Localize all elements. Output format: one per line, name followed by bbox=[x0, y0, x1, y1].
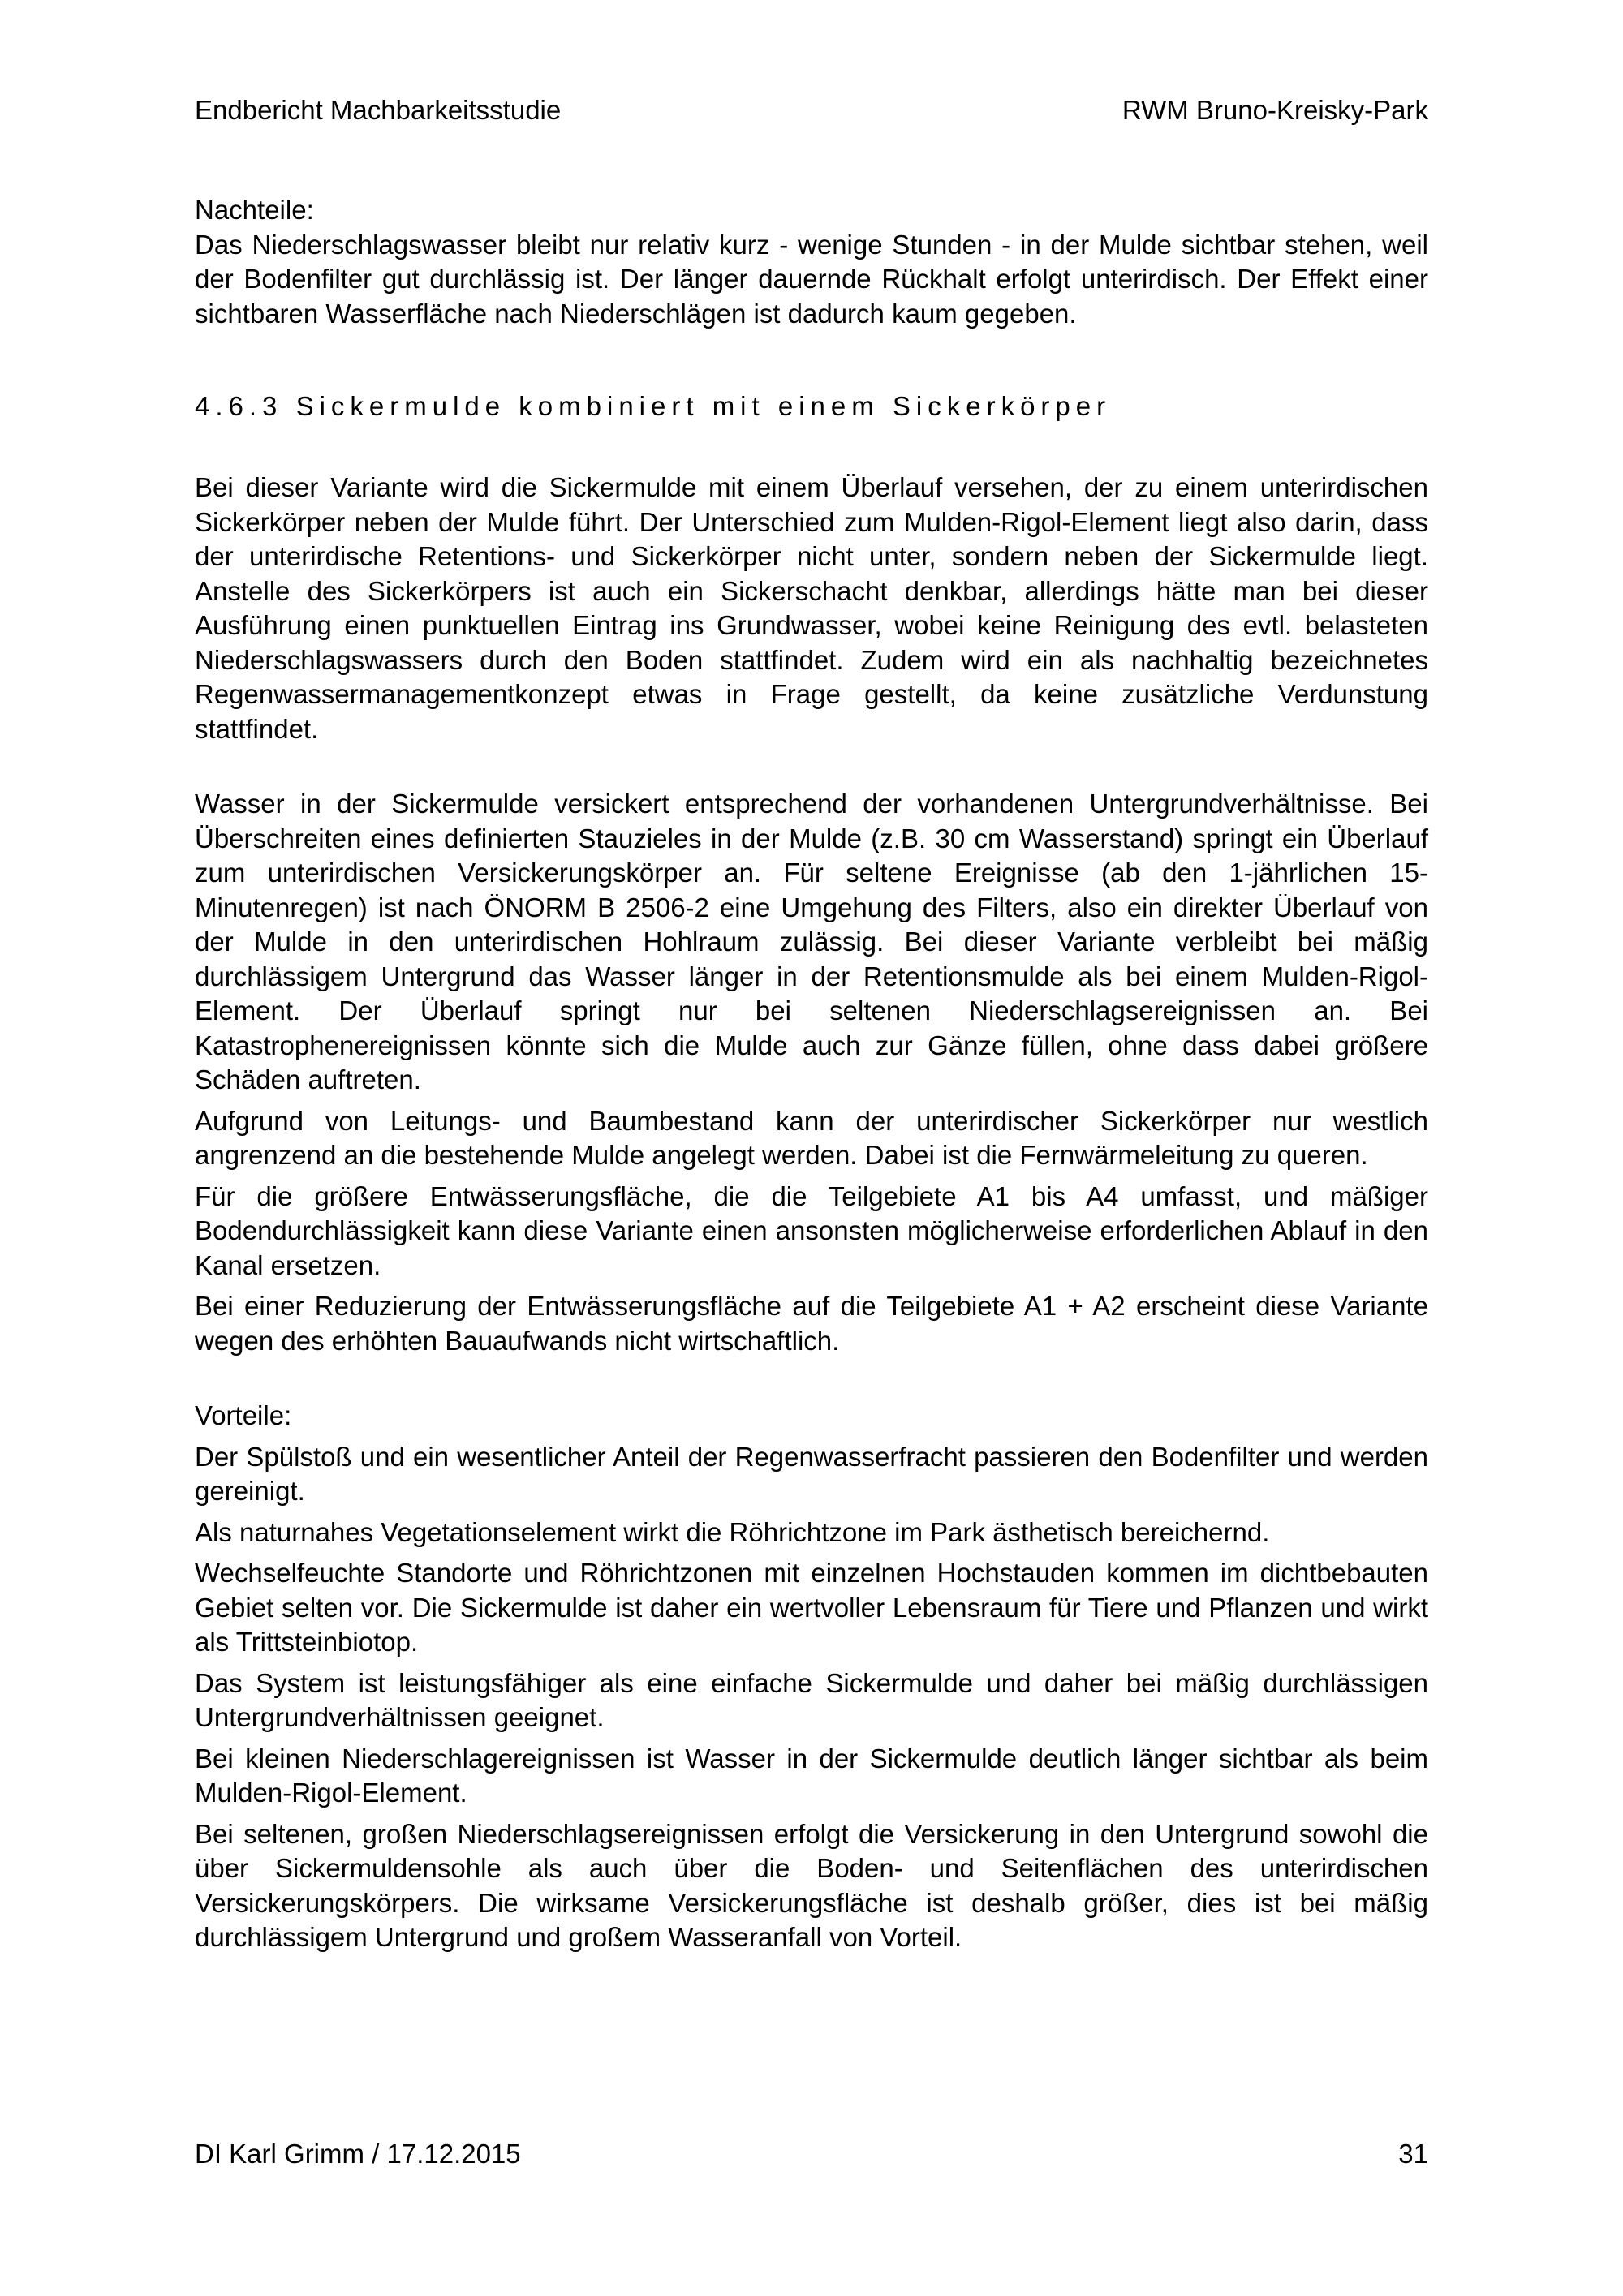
vorteile-item: Der Spülstoß und ein wesentlicher Anteil der Regenwasserfracht passieren den Bodenfilter und werden gereinigt. bbox=[195, 1441, 1428, 1506]
page-content bbox=[195, 193, 1428, 1955]
header-project-name: RWM Bruno-Kreisky-Park bbox=[1121, 95, 1428, 125]
nachteile-label: Nachteile: bbox=[195, 195, 314, 225]
section-heading: 4.6.3 Sickermulde kombiniert mit einem Sickerkörper bbox=[195, 391, 1112, 421]
section-paragraph: Bei einer Reduzierung der Entwässerungsfläche auf die Teilgebiete A1 + A2 erscheint diese Variante wegen des erhöhten Bauaufwands nicht wirtschaftlich. bbox=[195, 1291, 1428, 1356]
page-number: 31 bbox=[1398, 2139, 1428, 2169]
vorteile-item: Bei seltenen, großen Niederschlagsereignissen erfolgt die Versickerung in den Untergrund sowohl die über Sickermuldensohle als auch über die Boden- und Seitenflächen des unterirdischen Versickerungskörpers. Die wirksame Versickerungsfläche ist deshalb größer, dies ist bei mäßig durchlässigem Untergrund und großem Wasseranfall von Vorteil. bbox=[195, 1818, 1428, 1952]
vorteile-item: Das System ist leistungsfähiger als eine einfache Sickermulde und daher bei mäßig durchlässigen Untergrundverhältnissen geeignet. bbox=[195, 1667, 1428, 1732]
section-paragraph: Wasser in der Sickermulde versickert entsprechend der vorhandenen Untergrundverhältnisse. Bei Überschreiten eines definierten Stauzieles in der Mulde (z.B. 30 cm Wasserstand) springt ein Überlauf zum unterirdischen Versickerungskörper an. Für seltene Ereignisse (ab den 1-jährlichen 15-Minutenregen) ist nach ÖNORM B 2506-2 eine Umgehung des Filters, also ein direkter Überlauf von der Mulde in den unterirdischen Hohlraum zulässig. Bei dieser Variante verbleibt bei mäßig durchlässigem Untergrund das Wasser länger in der Retentionsmulde als bei einem Mulden-Rigol-Element. Der Überlauf springt nur bei seltenen Niederschlagsereignissen an. Bei Katastrophenereignissen könnte sich die Mulde auch zur Gänze füllen, ohne dass dabei größere Schäden auftreten. bbox=[195, 789, 1428, 1094]
section-paragraph: Für die größere Entwässerungsfläche, die die Teilgebiete A1 bis A4 umfasst, und mäßiger Bodendurchlässigkeit kann diese Variante einen ansonsten möglicherweise erforderlichen Ablauf in den Kanal ersetzen. bbox=[195, 1180, 1428, 1280]
vorteile-item: Bei kleinen Niederschlagereignissen ist Wasser in der Sickermulde deutlich länger sichtbar als beim Mulden-Rigol-Element. bbox=[195, 1743, 1428, 1808]
nachteile-paragraph: Das Niederschlagswasser bleibt nur relativ kurz - wenige Stunden - in der Mulde sichtbar stehen, weil der Bodenfilter gut durchlässig ist. Der länger dauernde Rückhalt erfolgt unterirdisch. Der Effekt einer sichtbaren Wasserfläche nach Niederschlägen ist dadurch kaum gegeben. bbox=[195, 229, 1428, 329]
vorteile-item: Als naturnahes Vegetationselement wirkt die Röhrichtzone im Park ästhetisch bereichernd. bbox=[195, 1516, 1270, 1547]
header-document-title: Endbericht Machbarkeitsstudie bbox=[195, 95, 562, 125]
vorteile-item: Wechselfeuchte Standorte und Röhrichtzonen mit einzelnen Hochstauden kommen im dichtbebauten Gebiet selten vor. Die Sickermulde ist daher ein wertvoller Lebensraum für Tiere und Pflanzen und wirkt als Trittsteinbiotop. bbox=[195, 1558, 1428, 1657]
footer-author-date: DI Karl Grimm / 17.12.2015 bbox=[195, 2139, 521, 2169]
section-paragraph: Bei dieser Variante wird die Sickermulde mit einem Überlauf versehen, der zu einem unterirdischen Sickerkörper neben der Mulde führt. Der Unterschied zum Mulden-Rigol-Element liegt also darin, dass der unterirdische Retentions- und Sickerkörper nicht unter, sondern neben der Sickermulde liegt. Anstelle des Sickerkörpers ist auch ein Sickerschacht denkbar, allerdings hätte man bei dieser Ausführung einen punktuellen Eintrag ins Grundwasser, wobei keine Reinigung des evtl. belasteten Niederschlagswassers durch den Boden stattfindet. Zudem wird ein als nachhaltig bezeichnetes Regenwassermanagementkonzept etwas in Frage gestellt, da keine zusätzliche Verdunstung stattfindet. bbox=[195, 472, 1428, 744]
vorteile-label: Vorteile: bbox=[195, 1400, 292, 1430]
page-footer bbox=[195, 2138, 1428, 2170]
section-paragraph: Aufgrund von Leitungs- und Baumbestand kann der unterirdischer Sickerkörper nur westlich angrenzend an die bestehende Mulde angelegt werden. Dabei ist die Fernwärmeleitung zu queren. bbox=[195, 1105, 1428, 1170]
page-header bbox=[195, 94, 1428, 127]
